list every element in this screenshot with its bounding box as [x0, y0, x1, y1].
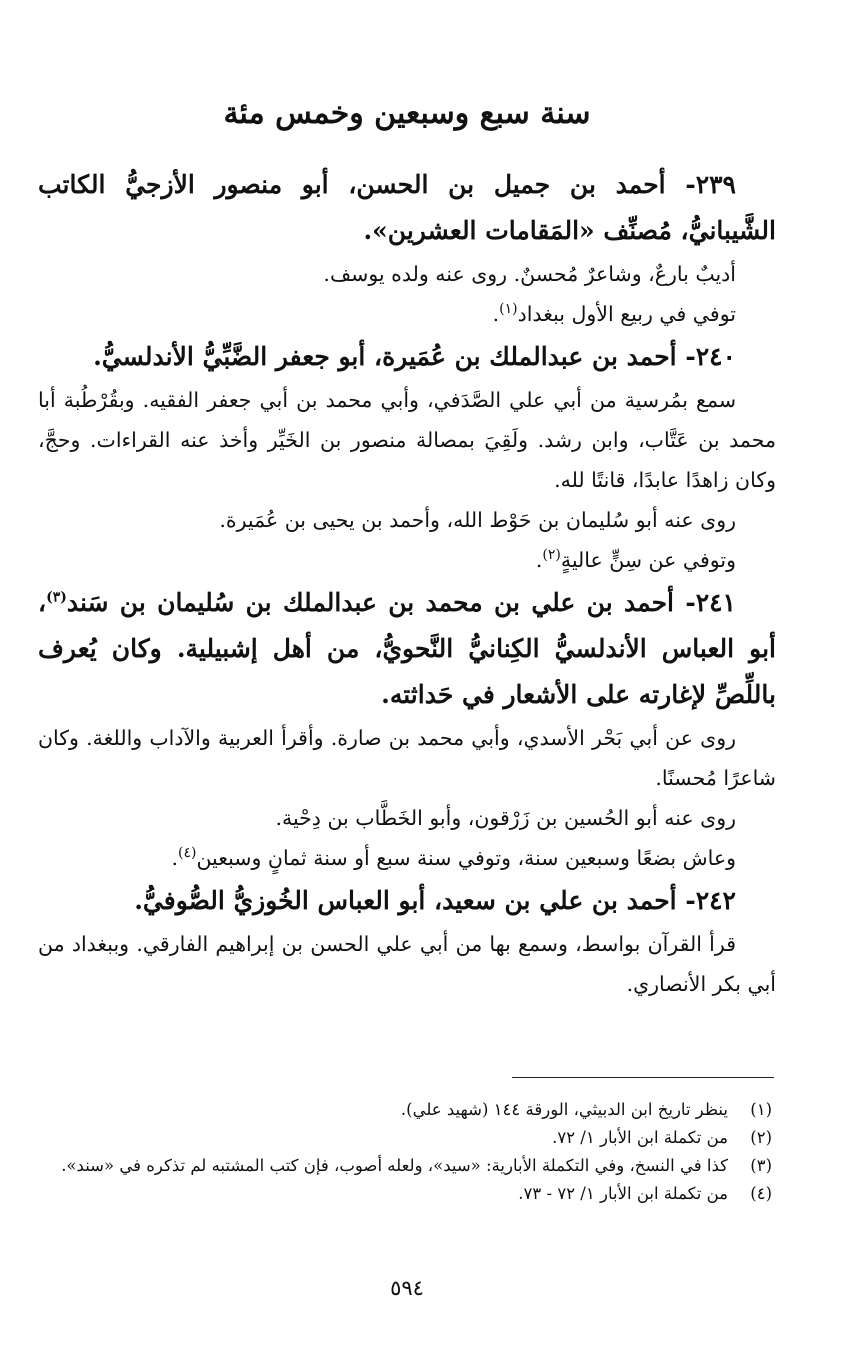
footnote-number: (١)	[750, 1100, 772, 1119]
paragraph-text: روى عن أبي بَحْر الأسدي، وأبي محمد بن صارة. وأقرأ العربية والآداب واللغة. وكان شاعرًا مُحسنًا.	[38, 726, 776, 790]
entry-paragraph	[38, 838, 776, 878]
entry-number: ٢٣٩-	[685, 170, 736, 199]
paragraph-text: سمع بمُرسية من أبي علي الصَّدَفي، وأبي محمد بن أبي جعفر الفقيه. وبقُرْطُبة أبا محمد بن عَتَّاب، وابن رشد. ولَقِيَ بمصالة منصور بن الخَيِّر وأخذ عنه القراءات. وحجَّ، وكان زاهدًا عابدًا، قانتًا لله.	[38, 388, 776, 492]
footnote	[38, 1096, 776, 1124]
entry-241	[38, 580, 776, 878]
paragraph-end: .	[171, 846, 178, 870]
entry-239	[38, 162, 776, 334]
paragraph-text: أديبٌ بارعٌ، وشاعرٌ مُحسنٌ. روى عنه ولده يوسف.	[323, 262, 736, 286]
footnote-text: من تكملة ابن الأبار ١/ ٧٢.	[552, 1128, 728, 1147]
page-number: ٥٩٤	[390, 1276, 424, 1300]
entry-paragraph	[38, 540, 776, 580]
footnote	[38, 1152, 776, 1180]
entry-number: ٢٤٢-	[685, 886, 736, 915]
footnote-text: من تكملة ابن الأبار ١/ ٧٢ - ٧٣.	[518, 1184, 728, 1203]
entry-paragraph	[38, 254, 776, 294]
footnote	[38, 1180, 776, 1208]
paragraph-text: وتوفي عن سِنٍّ عاليةٍ	[560, 548, 736, 572]
entry-paragraph	[38, 718, 776, 798]
footnote-text: كذا في النسخ، وفي التكملة الأبارية: «سيد»، ولعله أصوب، فإن كتب المشتبه لم تذكره في «سند».	[61, 1156, 728, 1175]
paragraph-text: روى عنه أبو سُليمان بن حَوْط الله، وأحمد بن يحيى بن عُمَيرة.	[219, 508, 736, 532]
entry-paragraph	[38, 798, 776, 838]
page-title: سنة سبع وسبعين وخمس مئة	[223, 96, 591, 131]
paragraph-text: قرأ القرآن بواسط، وسمع بها من أبي علي الحسن بن إبراهيم الفارقي. وببغداد من أبي بكر الأنصاري.	[38, 932, 776, 996]
entry-heading	[38, 580, 776, 718]
footnote-number: (٣)	[750, 1156, 772, 1175]
entry-heading-text: أحمد بن عبدالملك بن عُمَيرة، أبو جعفر الضَّبِّيُّ الأندلسيُّ.	[93, 342, 686, 371]
paragraph-text: توفي في ربيع الأول ببغداد	[517, 302, 736, 326]
paragraph-end: .	[535, 548, 543, 572]
entry-242	[38, 878, 776, 1004]
footnote-number: (٢)	[750, 1128, 772, 1147]
paragraph-text: روى عنه أبو الحُسين بن زَرْقون، وأبو الخَطَّاب بن دِحْية.	[275, 806, 736, 830]
footnotes	[38, 1096, 776, 1208]
entry-heading-text: أحمد بن علي بن سعيد، أبو العباس الخُوزيُّ الصُّوفيُّ.	[134, 886, 686, 915]
entry-heading-text: أحمد بن علي بن محمد بن عبدالملك بن سُليمان بن سَند	[66, 588, 686, 617]
entry-heading-text-cont: ، أبو العباس الأندلسيُّ الكِنانيُّ النَّحويُّ، من أهل إشبيلية. وكان يُعرف باللِّصِّ لإغارته على الأشعار في حَداثته.	[38, 588, 776, 709]
footnote-number: (٤)	[750, 1184, 772, 1203]
footnote-ref: (١)	[499, 301, 518, 318]
footnote-ref: (٣)	[46, 589, 67, 606]
entry-number: ٢٤١-	[685, 588, 736, 617]
entry-paragraph	[38, 500, 776, 540]
book-page	[38, 0, 776, 1366]
entry-heading	[38, 878, 776, 924]
entries-body	[38, 162, 776, 1004]
entry-heading	[38, 162, 776, 254]
footnote-divider	[512, 1077, 774, 1078]
entry-heading	[38, 334, 776, 380]
paragraph-text: وعاش بضعًا وسبعين سنة، وتوفي سنة سبع أو سنة ثمانٍ وسبعين	[196, 846, 736, 870]
entry-paragraph	[38, 924, 776, 1004]
footnote-ref: (٤)	[177, 845, 197, 862]
entry-paragraph	[38, 380, 776, 500]
paragraph-end: .	[492, 302, 500, 326]
entry-heading-text: أحمد بن جميل بن الحسن، أبو منصور الأزجيُّ الكاتب الشَّيبانيُّ، مُصنِّف «المَقامات العشرين».	[38, 170, 776, 245]
footnote	[38, 1124, 776, 1152]
entry-paragraph	[38, 294, 776, 334]
footnote-text: ينظر تاريخ ابن الدبيثي، الورقة ١٤٤ (شهيد علي).	[400, 1100, 728, 1119]
entry-number: ٢٤٠-	[685, 342, 736, 371]
entry-240	[38, 334, 776, 580]
footnote-ref: (٢)	[542, 547, 561, 564]
